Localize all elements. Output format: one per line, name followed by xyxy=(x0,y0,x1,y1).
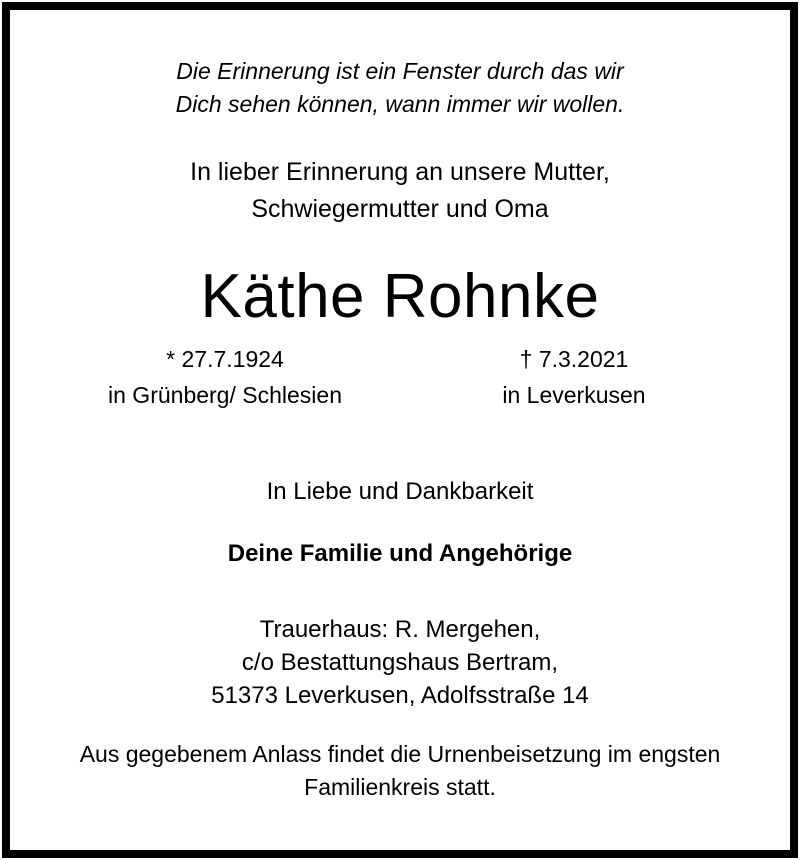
family-signature: Deine Familie und Angehörige xyxy=(227,540,573,567)
quote-line-1: Die Erinnerung ist ein Fenster durch das wir xyxy=(176,58,624,84)
quote-line-2: Dich sehen können, wann immer wir wollen. xyxy=(175,91,625,117)
address-line-2: c/o Bestattungshaus Bertram, xyxy=(241,649,559,676)
burial-note-line-1: Aus gegebenem Anlass findet die Urnenbeisetzung im engsten xyxy=(79,741,721,767)
birth-place: in Grünberg/ Schlesien xyxy=(108,382,342,408)
deceased-name: Käthe Rohnke xyxy=(200,262,600,331)
death-date: † 7.3.2021 xyxy=(519,346,629,372)
thanks-line: In Liebe und Dankbarkeit xyxy=(266,478,534,505)
intro-line-1: In lieber Erinnerung an unsere Mutter, xyxy=(190,158,610,186)
burial-note-line-2: Familienkreis statt. xyxy=(304,774,496,800)
address-line-3: 51373 Leverkusen, Adolfsstraße 14 xyxy=(211,682,589,709)
address-line-1: Trauerhaus: R. Mergehen, xyxy=(259,616,541,643)
death-place: in Leverkusen xyxy=(502,382,646,408)
birth-date: * 27.7.1924 xyxy=(166,346,284,372)
intro-line-2: Schwiegermutter und Oma xyxy=(251,195,549,223)
notice-border xyxy=(2,2,798,858)
